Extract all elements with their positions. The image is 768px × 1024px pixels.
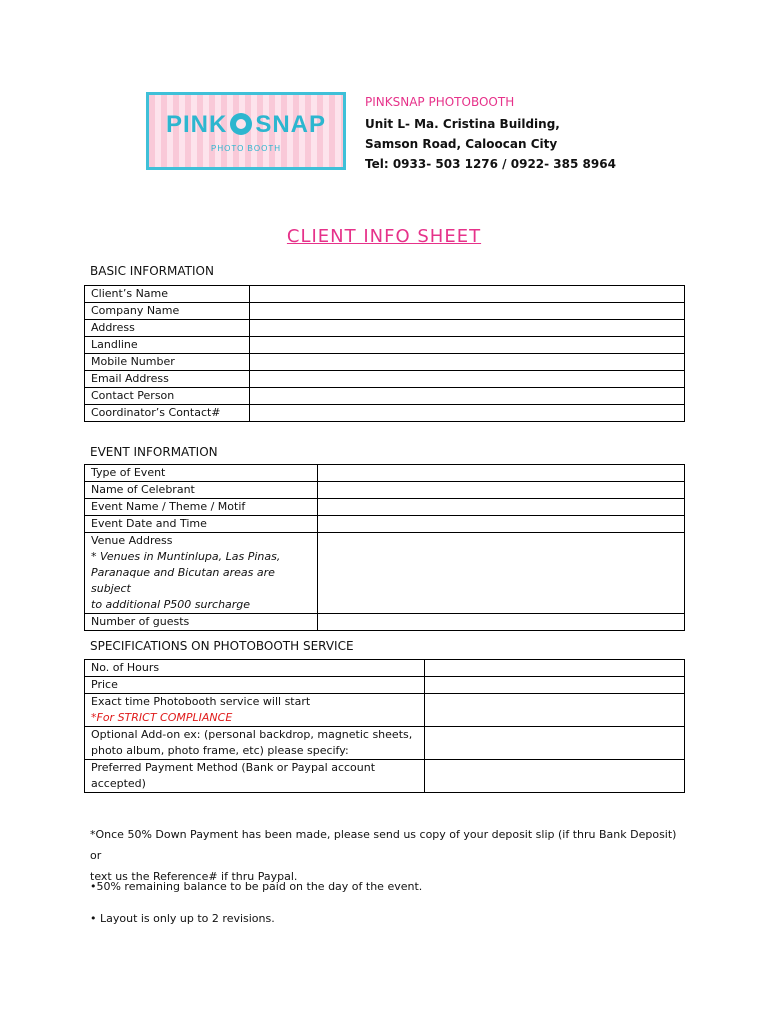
table-row [85,499,685,516]
venue-note: Paranaque and Bicutan areas are subject [91,566,275,595]
start-time-field[interactable] [425,694,685,727]
venue-address-field[interactable] [318,533,685,614]
note-line: *Once 50% Down Payment has been made, please send us copy of your deposit slip (if thru Bank Deposit) or [90,828,677,862]
venue-note: * Venues in Muntinlupa, Las Pinas, [91,550,281,563]
celebrant-field[interactable] [318,482,685,499]
row-label: accepted) [91,777,146,790]
table-row [85,482,685,499]
table-row [85,727,685,760]
row-label: Venue Address [91,534,173,547]
table-row [85,533,685,614]
table-row [85,660,685,677]
row-label: Mobile Number [85,354,250,371]
table-row [85,694,685,727]
row-label: Type of Event [85,465,318,482]
note-layout: • Layout is only up to 2 revisions. [90,912,275,925]
addon-label-cell [85,727,425,760]
event-info-table [84,464,685,631]
specs-table [84,659,685,793]
table-row [85,286,685,303]
row-label: photo album, photo frame, etc) please specify: [91,744,349,757]
row-label: Preferred Payment Method (Bank or Paypal account [91,761,376,774]
logo-tagline: PHOTO BOOTH [211,144,281,153]
table-row [85,388,685,405]
table-row [85,371,685,388]
page-title: CLIENT INFO SHEET [286,226,482,247]
table-row [85,303,685,320]
row-label: Optional Add-on ex: (personal backdrop, magnetic sheets, [91,728,413,741]
table-row [85,465,685,482]
note-balance: •50% remaining balance to be paid on the day of the event. [90,880,423,893]
table-row [85,516,685,533]
theme-field[interactable] [318,499,685,516]
camera-icon [230,113,252,135]
payment-method-field[interactable] [425,760,685,793]
row-label: Client’s Name [85,286,250,303]
table-row [85,677,685,694]
pinksnap-logo [146,92,346,170]
table-row [85,320,685,337]
logo-word-snap: SNAP [255,111,327,138]
strict-compliance-note: *For STRICT COMPLIANCE [91,711,233,724]
row-label: Contact Person [85,388,250,405]
table-row [85,337,685,354]
email-address-field[interactable] [250,371,685,388]
row-label: Address [85,320,250,337]
addon-field[interactable] [425,727,685,760]
payment-label-cell [85,760,425,793]
mobile-number-field[interactable] [250,354,685,371]
basic-info-heading: BASIC INFORMATION [90,264,214,278]
event-type-field[interactable] [318,465,685,482]
row-label: Price [85,677,425,694]
company-name: PINKSNAP PHOTOBOOTH [365,95,515,109]
contact-person-field[interactable] [250,388,685,405]
start-time-label-cell [85,694,425,727]
venue-note: to additional P500 surcharge [91,598,251,611]
table-row [85,354,685,371]
row-label: Email Address [85,371,250,388]
coordinator-contact-field[interactable] [250,405,685,422]
venue-label-cell [85,533,318,614]
table-row [85,760,685,793]
row-label: Exact time Photobooth service will start [91,695,311,708]
basic-info-table [84,285,685,422]
company-address-2: Samson Road, Caloocan City [365,137,558,151]
note-line: text us the Reference# if thru Paypal. [90,870,298,883]
company-telephone: Tel: 0933- 503 1276 / 0922- 385 8964 [365,157,616,171]
event-datetime-field[interactable] [318,516,685,533]
table-row [85,405,685,422]
company-info [365,94,616,174]
landline-field[interactable] [250,337,685,354]
logo-wordmark [149,111,343,139]
row-label: Name of Celebrant [85,482,318,499]
logo-word-pink: PINK [165,111,228,138]
row-label: Event Date and Time [85,516,318,533]
specs-heading: SPECIFICATIONS ON PHOTOBOOTH SERVICE [90,639,354,653]
row-label: Number of guests [85,614,318,631]
price-field[interactable] [425,677,685,694]
event-info-heading: EVENT INFORMATION [90,445,218,459]
client-name-field[interactable] [250,286,685,303]
address-field[interactable] [250,320,685,337]
hours-field[interactable] [425,660,685,677]
table-row [85,614,685,631]
row-label: Landline [85,337,250,354]
row-label: Company Name [85,303,250,320]
company-name-field[interactable] [250,303,685,320]
guests-field[interactable] [318,614,685,631]
row-label: No. of Hours [85,660,425,677]
row-label: Event Name / Theme / Motif [85,499,318,516]
row-label: Coordinator’s Contact# [85,405,250,422]
company-address-1: Unit L- Ma. Cristina Building, [365,117,560,131]
